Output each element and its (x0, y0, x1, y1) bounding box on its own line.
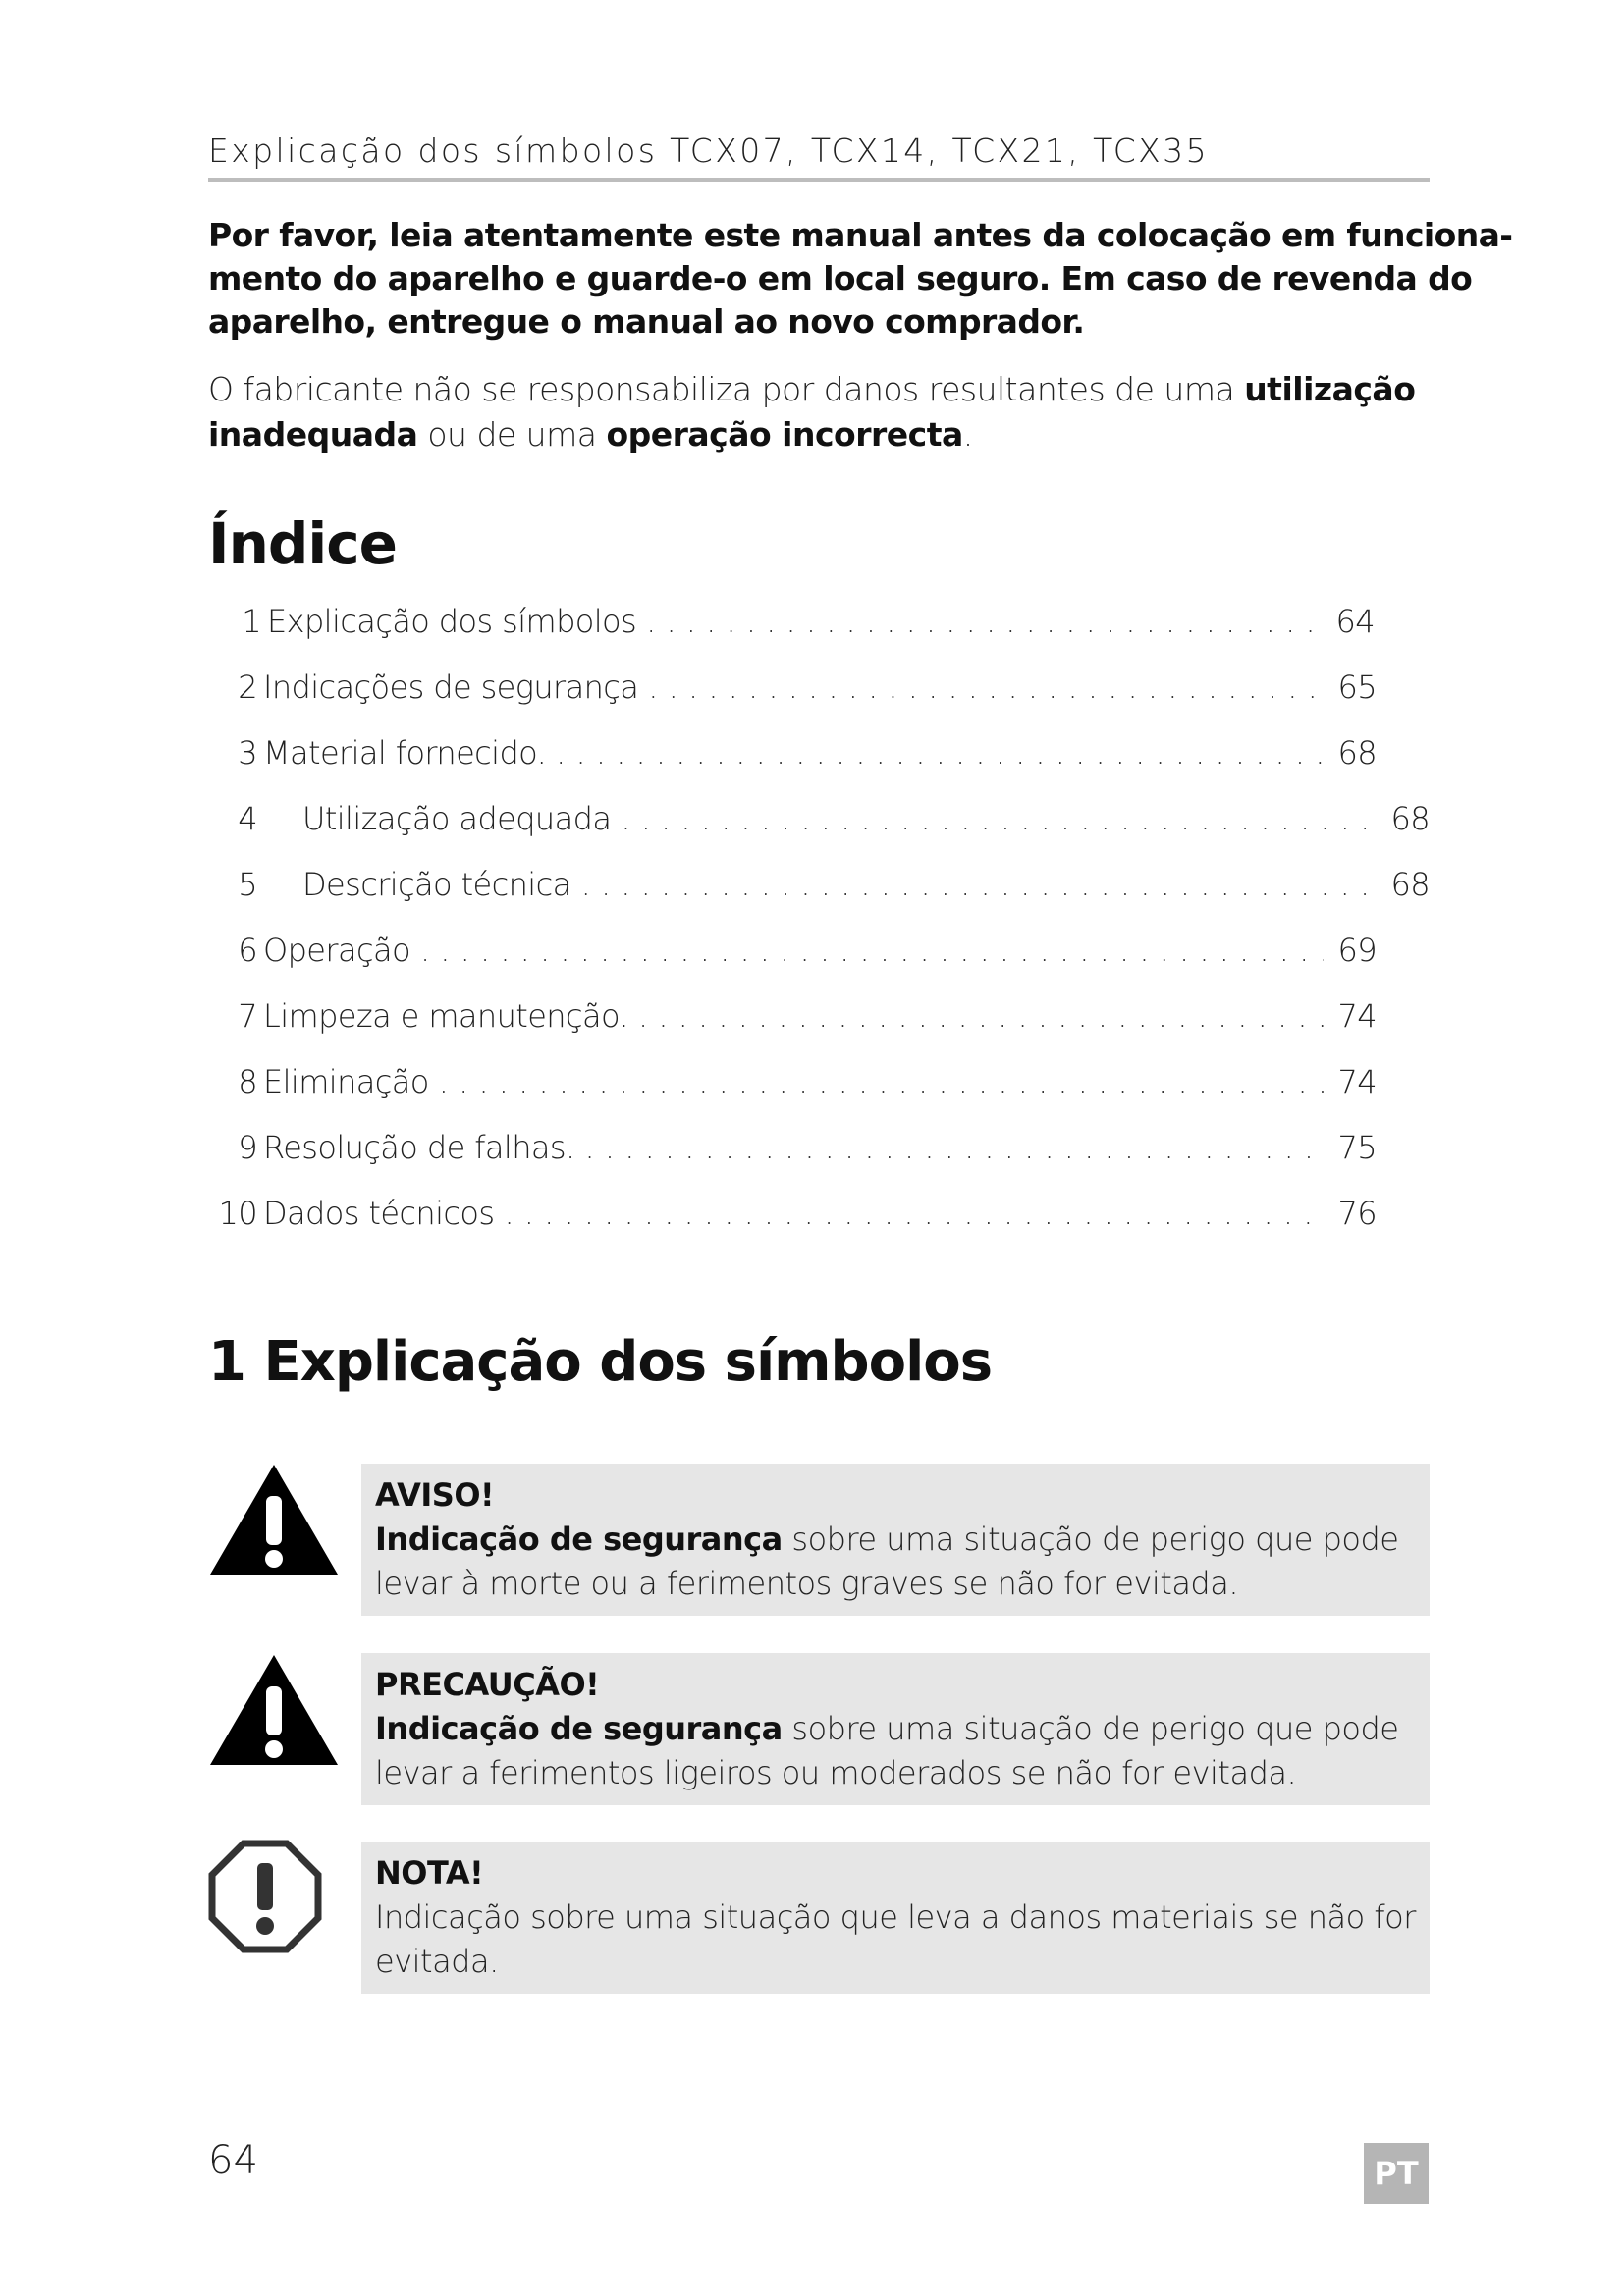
toc-entry-title: Indicações de segurança (263, 668, 639, 706)
notice-octagon-icon (208, 1840, 340, 1953)
note-line (375, 1518, 1416, 1562)
toc-entry-title: Operação (263, 932, 410, 969)
toc-entry[interactable] (208, 866, 1430, 905)
toc-entry-number: 3 (238, 734, 257, 772)
note-line: levar à morte ou a ferimentos graves se não for evitada. (375, 1565, 1239, 1602)
toc-entry[interactable] (208, 1129, 1377, 1168)
intro-line: Por favor, leia atentamente este manual antes da colocação em funciona- (208, 216, 1513, 254)
toc-entry[interactable] (208, 800, 1430, 839)
toc-leader (439, 1063, 1325, 1100)
toc-entry-title: Utilização adequada (302, 800, 612, 837)
toc-entry[interactable] (208, 932, 1377, 971)
toc-entry-title: Dados técnicos (263, 1195, 495, 1232)
toc-entry-page: 75 (1337, 1129, 1377, 1166)
toc-entry[interactable] (208, 668, 1377, 708)
toc-leader (585, 1129, 1325, 1166)
toc-entry-number: 4 (238, 800, 257, 837)
toc-leader (504, 1195, 1324, 1232)
disclaimer-emphasis: operação incorrecta (606, 415, 963, 454)
disclaimer-emphasis: inadequada (208, 415, 418, 454)
note-text: sobre uma situação de perigo que pode (782, 1521, 1399, 1558)
toc-entry-title: Material fornecido. (263, 734, 547, 772)
toc-entry-title: Explicação dos símbolos (267, 603, 637, 640)
toc-leader (646, 603, 1322, 640)
disclaimer-emphasis: utilização (1244, 370, 1416, 408)
toc-entry-number: 9 (238, 1129, 257, 1166)
disclaimer (208, 367, 1430, 457)
note-line (375, 1707, 1416, 1751)
toc-entry-title: Descrição técnica (302, 866, 571, 903)
toc-leader (420, 932, 1325, 969)
note-line: Indicação sobre uma situação que leva a danos materiais se não for (375, 1898, 1416, 1936)
toc-entry-number: 2 (238, 668, 257, 706)
disclaimer-text: ou de uma (417, 415, 607, 454)
warning-triangle-icon (208, 1463, 340, 1576)
toc-entry-number: 8 (238, 1063, 257, 1100)
toc-entry-page: 68 (1390, 800, 1430, 837)
intro-line: mento do aparelho e guarde-o em local seguro. Em caso de revenda do (208, 259, 1473, 297)
manual-page (208, 0, 1513, 2296)
caution-triangle-icon (208, 1653, 340, 1767)
toc-entry[interactable] (208, 1063, 1377, 1102)
toc-entry-page: 68 (1390, 866, 1430, 903)
toc-entry-page: 74 (1337, 1063, 1377, 1100)
toc-entry-title: Limpeza e manutenção. (263, 997, 628, 1035)
section-heading: 1 Explicação dos símbolos (208, 1330, 993, 1394)
note-title: PRECAUÇÃO! (375, 1666, 600, 1703)
toc-entry[interactable] (208, 1195, 1377, 1234)
toc-entry-page: 65 (1337, 668, 1377, 706)
toc-entry[interactable] (208, 734, 1377, 774)
toc-entry-number: 5 (238, 866, 257, 903)
note-emphasis: Indicação de segurança (375, 1521, 783, 1558)
intro-warning (208, 214, 1513, 344)
warning-triangle-icon (208, 1463, 340, 1576)
disclaimer-text: . (962, 415, 973, 454)
caution-triangle-icon (208, 1653, 340, 1767)
toc-entry-page: 74 (1337, 997, 1377, 1035)
note-box-notice (361, 1842, 1430, 1994)
toc-entry[interactable] (208, 997, 1377, 1037)
toc-leader (638, 997, 1324, 1035)
toc-entry-page: 69 (1337, 932, 1377, 969)
toc-entry-number: 10 (218, 1195, 257, 1232)
note-title: AVISO! (375, 1476, 495, 1514)
toc-entry[interactable] (208, 603, 1375, 642)
note-box-caution (361, 1653, 1430, 1805)
note-box-warning (361, 1464, 1430, 1616)
toc-entry-page: 76 (1337, 1195, 1377, 1232)
toc-leader (621, 800, 1377, 837)
notice-octagon-icon (208, 1840, 322, 1953)
toc-leader (556, 734, 1324, 772)
running-header: Explicação dos símbolos TCX07, TCX14, TCX21, TCX35 (208, 132, 1430, 182)
toc-entry-number: 1 (242, 603, 261, 640)
toc-entry-page: 64 (1335, 603, 1375, 640)
disclaimer-line (208, 367, 1430, 412)
toc-entry-title: Resolução de falhas. (263, 1129, 575, 1166)
language-badge: PT (1364, 2143, 1429, 2204)
toc-entry-number: 6 (238, 932, 257, 969)
toc-entry-number: 7 (238, 997, 257, 1035)
toc-leader (648, 668, 1324, 706)
note-line: levar a ferimentos ligeiros ou moderados se não for evitada. (375, 1754, 1297, 1791)
toc-entry-page: 68 (1337, 734, 1377, 772)
toc-heading: Índice (208, 510, 397, 577)
page-number: 64 (208, 2138, 258, 2183)
disclaimer-text: O fabricante não se responsabiliza por danos resultantes de uma (208, 370, 1245, 408)
note-line: evitada. (375, 1943, 499, 1980)
intro-line: aparelho, entregue o manual ao novo comprador. (208, 302, 1085, 341)
toc-entry-title: Eliminação (263, 1063, 429, 1100)
disclaimer-line (208, 412, 1430, 457)
note-title: NOTA! (375, 1854, 484, 1892)
toc-leader (581, 866, 1378, 903)
note-emphasis: Indicação de segurança (375, 1710, 783, 1747)
note-text: sobre uma situação de perigo que pode (782, 1710, 1399, 1747)
